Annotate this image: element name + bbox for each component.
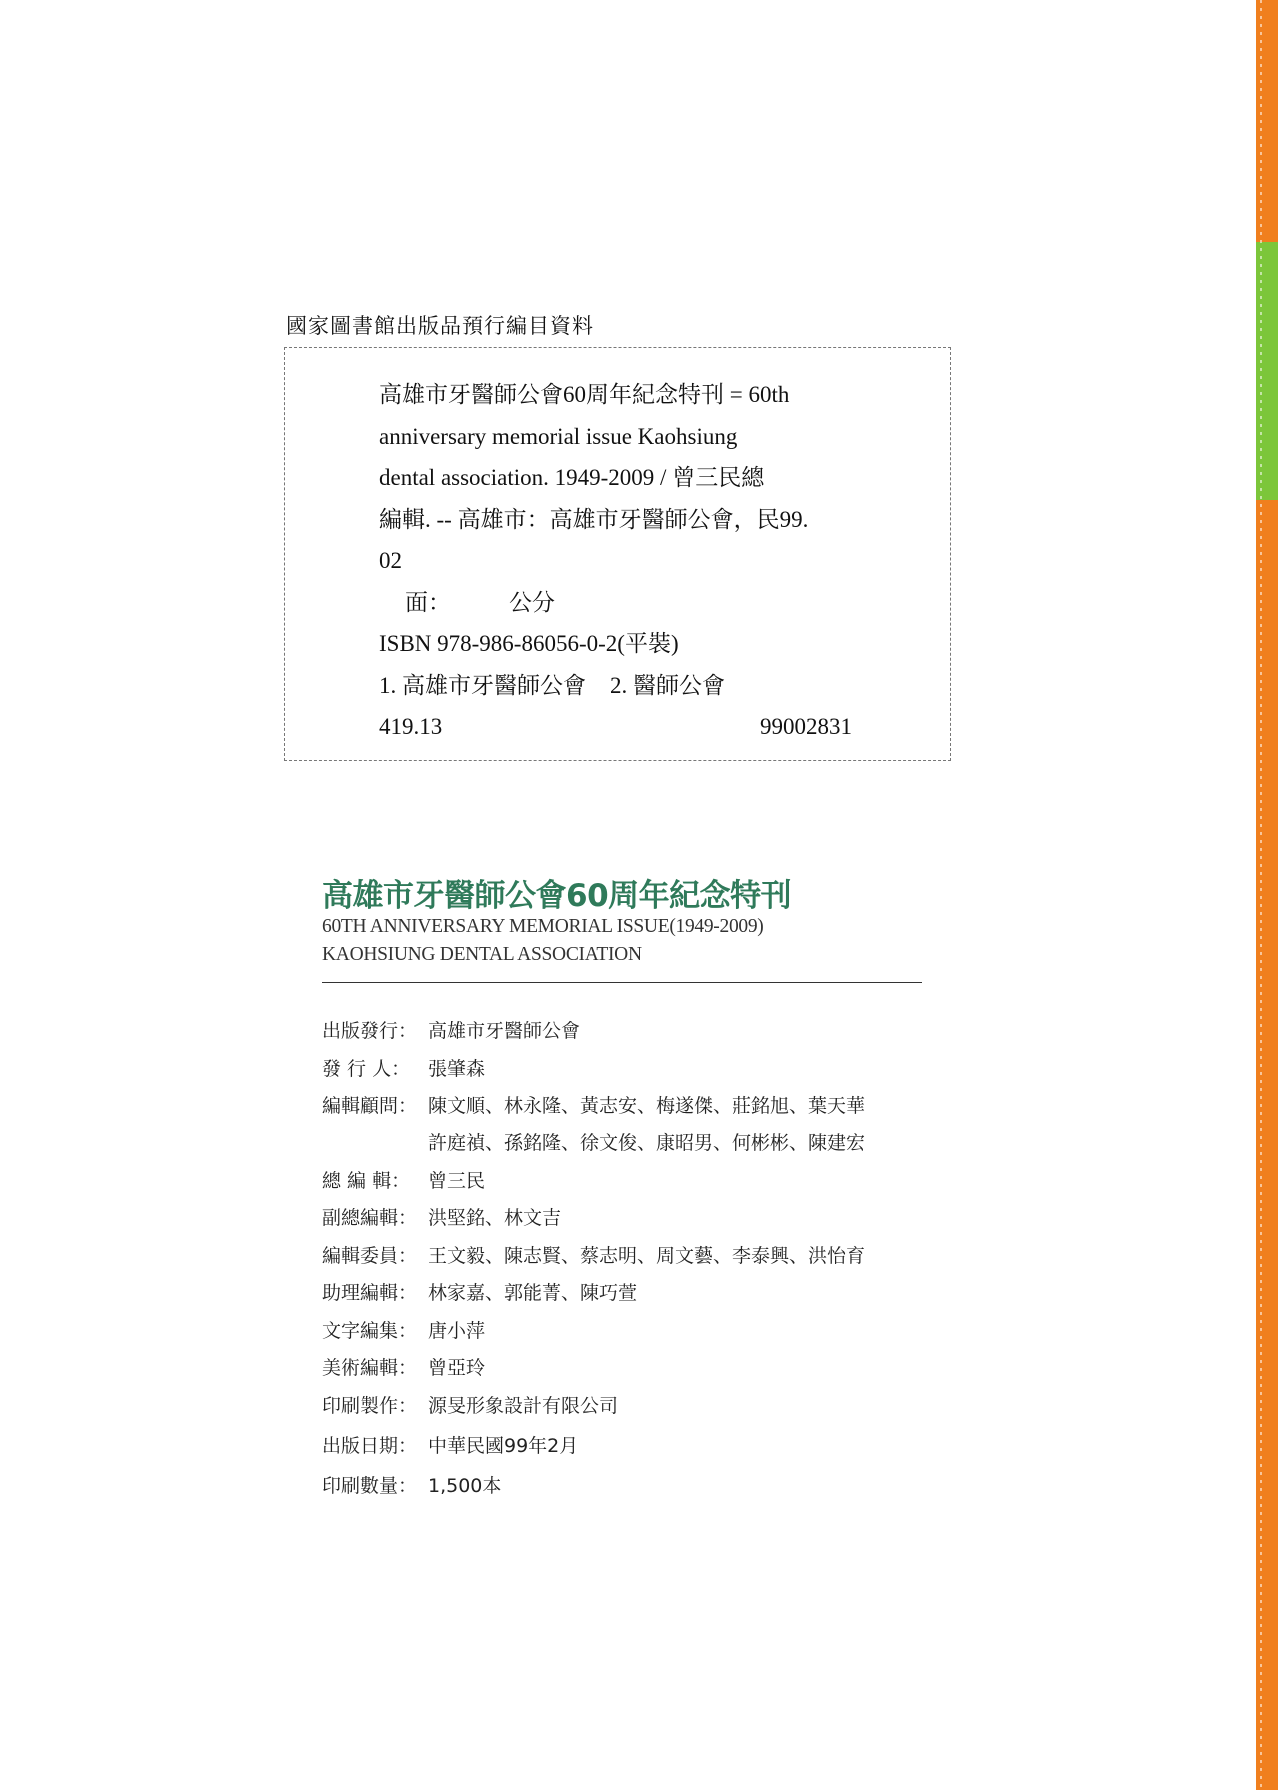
cip-subject: 2. 醫師公會: [610, 672, 725, 698]
credit-label: 總 編 輯：: [322, 1170, 411, 1192]
book-title-english-line2: KAOHSIUNG DENTAL ASSOCIATION: [322, 944, 642, 965]
cip-classification: 419.13: [379, 714, 443, 739]
cip-record-box: [284, 347, 951, 761]
credit-label: 編輯委員：: [322, 1245, 418, 1267]
cip-record-number: 99002831: [760, 714, 852, 739]
credit-label: 編輯顧問：: [322, 1095, 418, 1117]
credit-value: 曾三民: [428, 1170, 486, 1192]
title-divider: [322, 982, 922, 983]
cip-physical-description: [379, 582, 910, 624]
book-title-chinese: 高雄市牙醫師公會60周年紀念特刊: [322, 878, 792, 914]
credit-row: [322, 1353, 485, 1380]
credit-row: [322, 1166, 485, 1193]
credit-row: [322, 1128, 865, 1155]
credit-label: 文字編集：: [322, 1320, 418, 1342]
credit-label: 出版日期：: [322, 1435, 418, 1457]
cip-cm-label: 公分: [509, 589, 555, 615]
credit-label: 美術編輯：: [322, 1357, 418, 1379]
book-title-english-line1: 60TH ANNIVERSARY MEMORIAL ISSUE(1949-2009): [322, 916, 764, 937]
cip-line: 02: [379, 548, 402, 573]
credit-label: 印刷製作：: [322, 1395, 418, 1417]
credit-label: [322, 1128, 428, 1155]
credit-label: 印刷數量：: [322, 1475, 418, 1497]
cip-line: 編輯. -- 高雄市：高雄市牙醫師公會，民99.: [379, 506, 809, 532]
credit-row: [322, 1091, 865, 1118]
credit-value: 1,500本: [428, 1475, 502, 1497]
cip-classification-row: [379, 706, 852, 748]
cip-subjects: [379, 665, 910, 707]
credit-label: 發 行 人：: [322, 1058, 411, 1080]
credit-value: 中華民國99年2月: [428, 1435, 579, 1457]
credit-value: 林家嘉、郭能菁、陳巧萱: [428, 1282, 638, 1304]
cip-heading: 國家圖書館出版品預行編目資料: [286, 314, 594, 338]
cip-record-text: [379, 374, 910, 748]
credit-row: [322, 1391, 618, 1418]
credit-value: 高雄市牙醫師公會: [428, 1020, 581, 1042]
cip-isbn: ISBN 978-986-86056-0-2(平裝): [379, 631, 679, 656]
cip-line: 高雄市牙醫師公會60周年紀念特刊 = 60th: [379, 382, 790, 407]
credit-value: 許庭禎、孫銘隆、徐文俊、康昭男、何彬彬、陳建宏: [428, 1132, 866, 1154]
credit-value: 唐小萍: [428, 1320, 486, 1342]
cip-pages-label: 面：: [405, 589, 451, 615]
cip-line: dental association. 1949-2009 / 曾三民總: [379, 465, 765, 490]
credit-value: 張肇森: [428, 1058, 486, 1080]
credit-row: [322, 1471, 501, 1498]
edge-strip-stitch: [1260, 0, 1262, 1790]
cip-subject: 1. 高雄市牙醫師公會: [379, 672, 586, 698]
credit-label: 副總編輯：: [322, 1207, 418, 1229]
credit-label: 助理編輯：: [322, 1282, 418, 1304]
credit-row: [322, 1054, 485, 1081]
cip-line: anniversary memorial issue Kaohsiung: [379, 423, 738, 449]
credit-value: 曾亞玲: [428, 1357, 486, 1379]
edge-color-strip: [1256, 0, 1278, 1790]
credit-row: [322, 1278, 637, 1305]
credit-row: [322, 1016, 580, 1043]
credit-value: 洪堅銘、林文吉: [428, 1207, 562, 1229]
credit-value: 王文毅、陳志賢、蔡志明、周文藝、李泰興、洪怡育: [428, 1245, 866, 1267]
credit-value: 陳文順、林永隆、黃志安、梅遂傑、莊銘旭、葉天華: [428, 1095, 866, 1117]
credit-row: [322, 1431, 578, 1458]
credit-value: 源旻形象設計有限公司: [428, 1395, 619, 1417]
credit-label: 出版發行：: [322, 1020, 418, 1042]
credit-row: [322, 1203, 561, 1230]
credit-row: [322, 1316, 485, 1343]
credit-row: [322, 1241, 865, 1268]
